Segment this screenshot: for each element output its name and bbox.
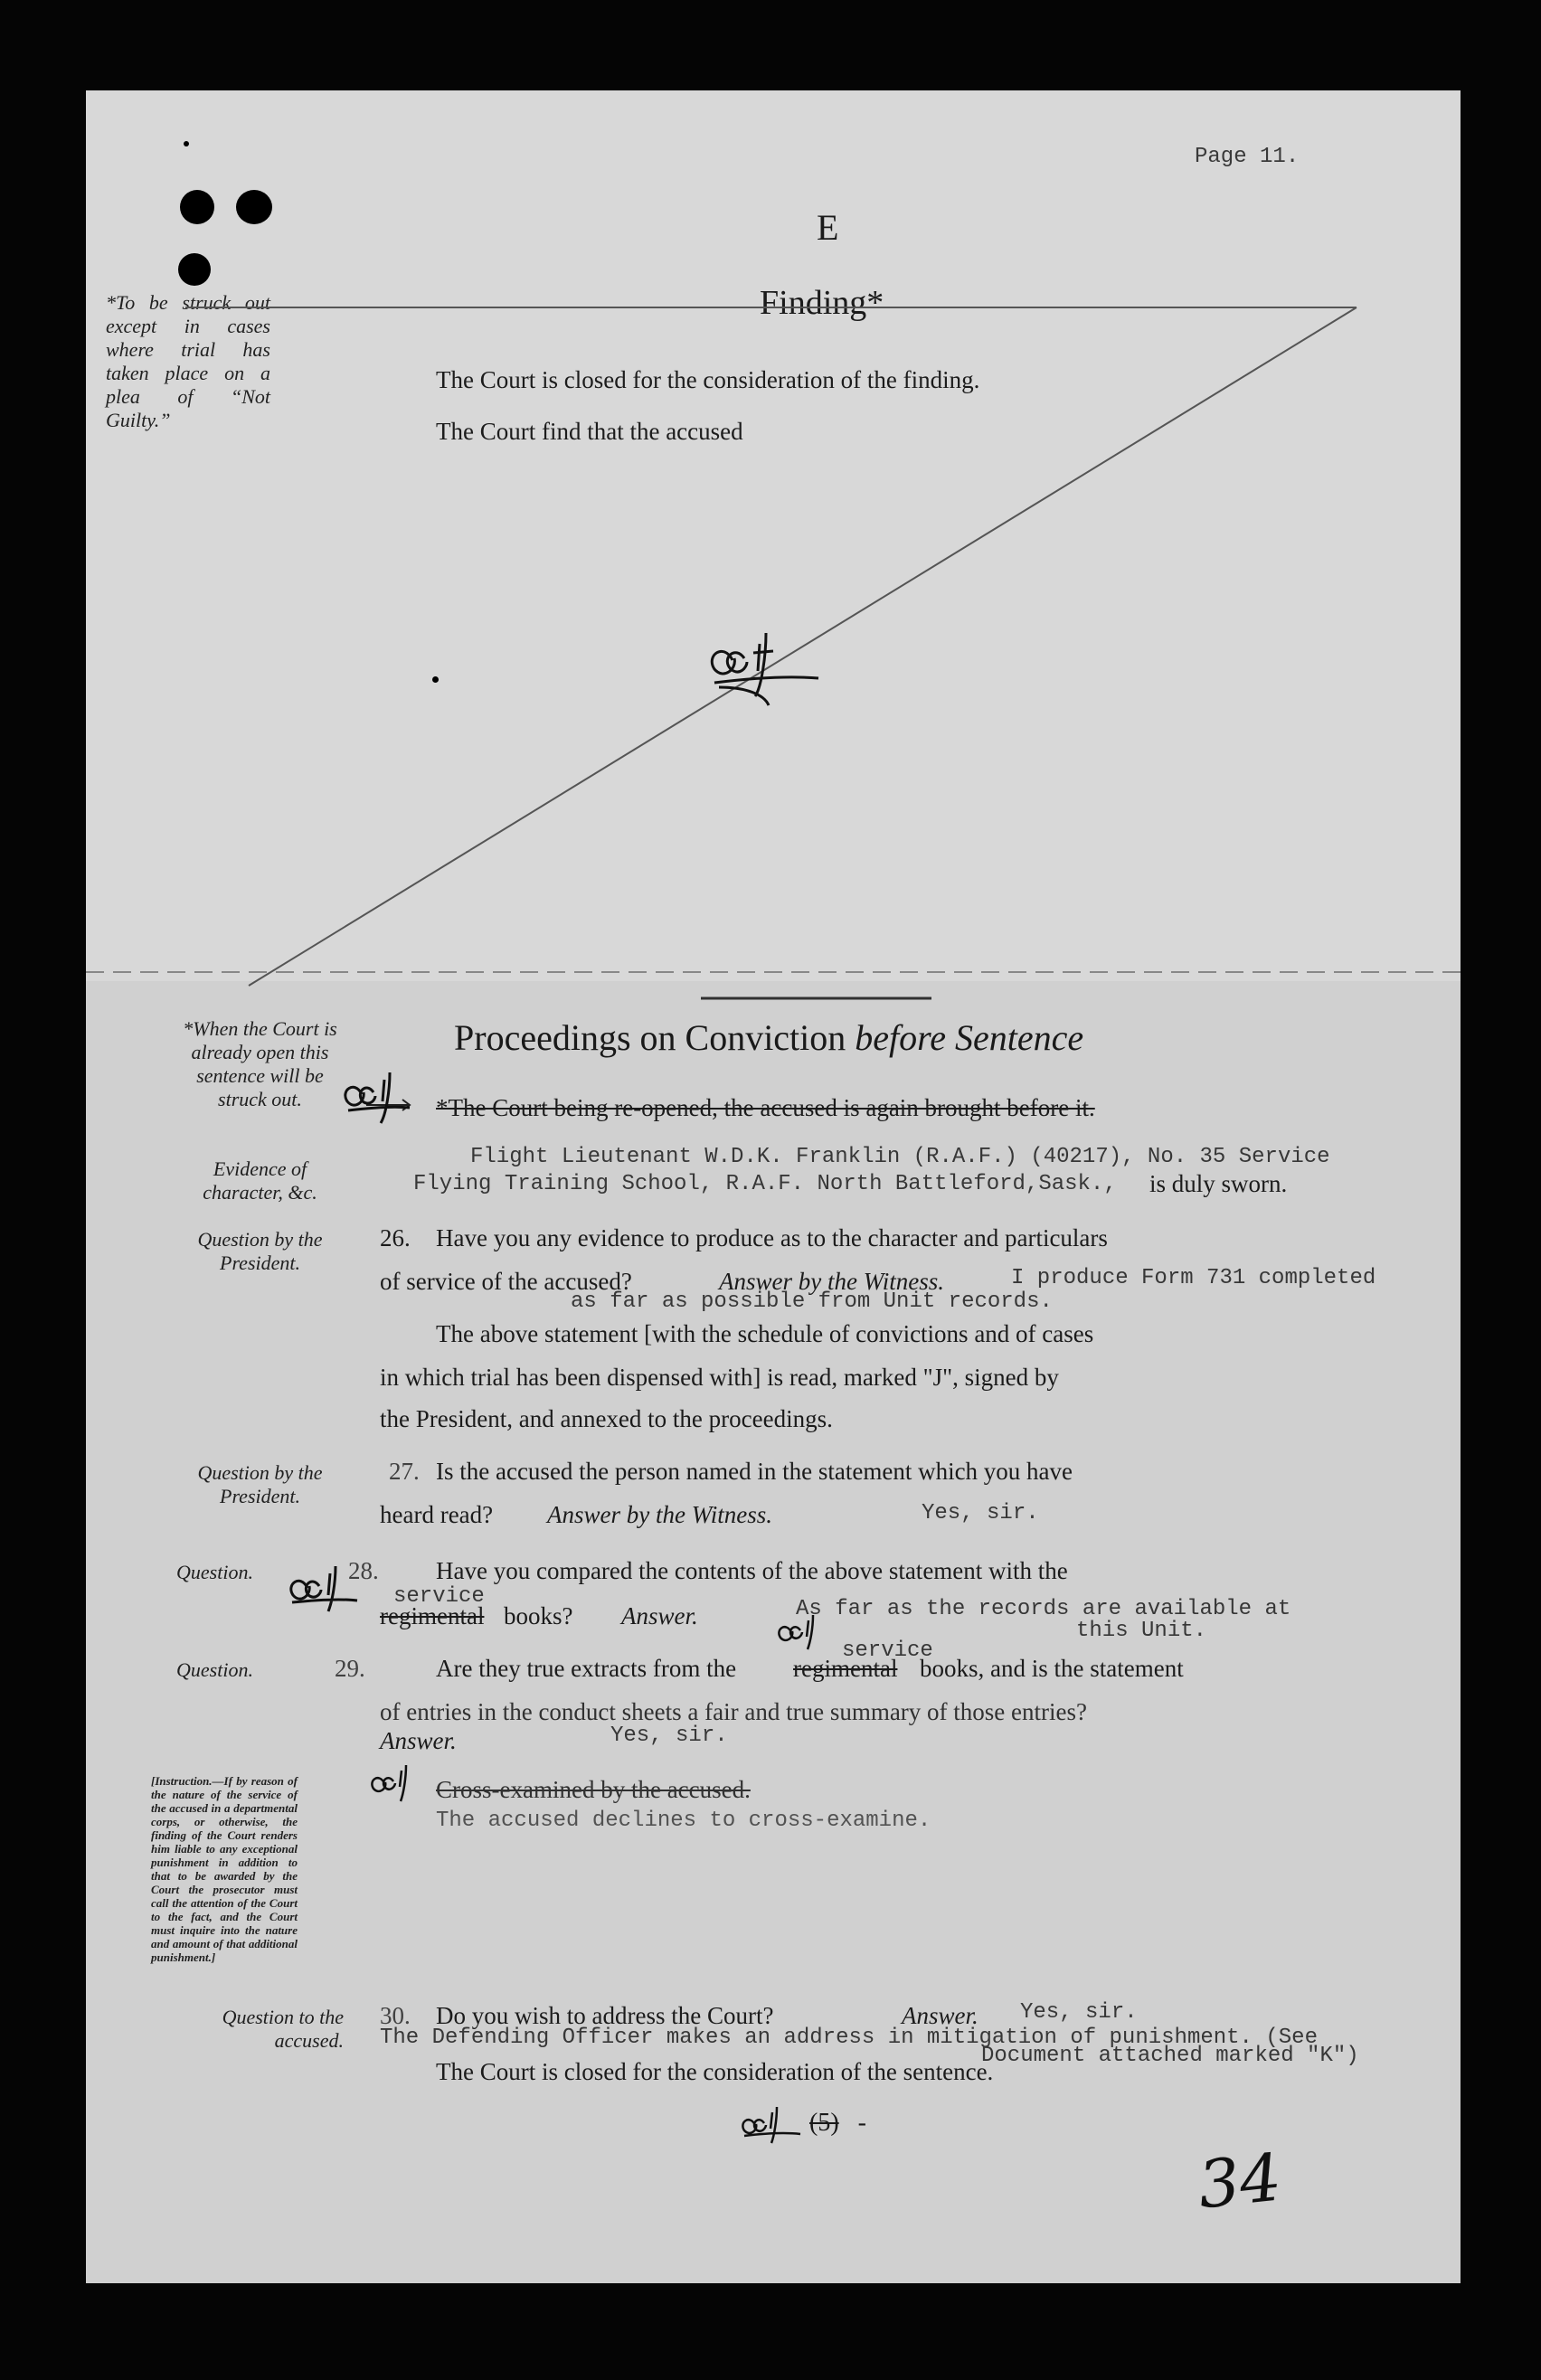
q27-text-a: Is the accused the person named in the statement which you have [436, 1458, 1073, 1485]
footer-dash: - [845, 2109, 866, 2137]
page-label: Page 11. [1195, 145, 1300, 169]
q28-answer-1: As far as the records are available at [796, 1597, 1291, 1621]
q29-inserted-word: service [842, 1639, 933, 1663]
q30-margin: Question to the accused. [222, 2006, 344, 2052]
instruction-note: [Instruction.—If by reason of the nature of the service of the accused in a departmental corps, or otherwise, the finding of the Court renders him liable to any exceptional punishment in addition to that to be awarded by the Court the prosecutor must call the attention of the Court to the fact, and the Court must inquire into the nature and amount of that additional punishment.] [151, 1774, 298, 1964]
q26-answer-2: as far as possible from Unit records. [571, 1289, 1053, 1314]
handwritten-page-number: 34 [1194, 2139, 1285, 2224]
q30-answer-1: Yes, sir. [1020, 2000, 1138, 2025]
finding-line-1: The Court is closed for the consideration of the finding. [436, 366, 980, 393]
q30-number: 30. [380, 2002, 411, 2029]
q29-margin: Question. [176, 1658, 253, 1681]
initials-q28 [291, 1566, 357, 1611]
q28-struck-word: regimental [380, 1602, 485, 1629]
q27-answer-label: Answer by the Witness. [547, 1501, 772, 1528]
q28-text-a: Have you compared the contents of the above statement with the [436, 1557, 1068, 1584]
statement-line-3: the President, and annexed to the proceedings. [380, 1405, 833, 1432]
court-closed-sentence: The Court is closed for the consideration of the sentence. [436, 2058, 994, 2085]
q27-answer-1: Yes, sir. [922, 1501, 1039, 1525]
proceedings-heading-normal: Proceedings on Conviction [454, 1017, 846, 1058]
initials-cross-exam [372, 1765, 406, 1801]
handwriting-overlay [86, 90, 1461, 2283]
initials-q29 [779, 1615, 813, 1649]
q26-margin: Question by the President. [197, 1228, 323, 1274]
q27-text-b: heard read? [380, 1501, 494, 1528]
finding-margin-note: *To be struck out except in cases where trial has taken place on a plea of “Not Guilty.” [106, 291, 270, 431]
initials-footer [742, 2107, 800, 2143]
q26-text-a: Have you any evidence to produce as to the character and particulars [436, 1224, 1108, 1251]
footer-number-text: (5) [809, 2109, 839, 2137]
q28-number: 28. [348, 1557, 379, 1584]
q28-answer-2: this Unit. [1076, 1619, 1207, 1643]
evidence-margin-note: Evidence of character, &c. [203, 1157, 317, 1204]
statement-line-1: The above statement [with the schedule of convictions and of cases [436, 1320, 1094, 1347]
diagonal-strike-line [249, 307, 1357, 986]
q29-answer-label: Answer. [380, 1727, 457, 1754]
cross-exam-typed: The accused declines to cross-examine. [436, 1809, 931, 1833]
reopen-margin-note: *When the Court is already open this sentence will be struck out. [183, 1017, 337, 1110]
witness-sworn: is duly sworn. [1149, 1170, 1288, 1197]
q29-text-a2: books, and is the statement [920, 1655, 1184, 1682]
document-page [86, 90, 1461, 2283]
finding-line-2: The Court find that the accused [436, 418, 743, 445]
q28-margin: Question. [176, 1561, 253, 1583]
initials-reopen [345, 1072, 410, 1123]
witness-line-1: Flight Lieutenant W.D.K. Franklin (R.A.F.) (40217), No. 35 Service [470, 1145, 1330, 1169]
section-letter: E [817, 207, 839, 248]
defending-line-2: Document attached marked "K") [981, 2044, 1359, 2068]
q28-inserted-word: service [393, 1584, 485, 1609]
q27-margin: Question by the President. [197, 1461, 323, 1507]
q29-struck-word: regimental [793, 1655, 898, 1682]
witness-line-2: Flying Training School, R.A.F. North Battleford,Sask., [413, 1172, 1117, 1196]
q28-answer-label: Answer. [621, 1602, 698, 1629]
q29-text-b: of entries in the conduct sheets a fair and true summary of those entries? [380, 1698, 1087, 1725]
statement-line-2: in which trial has been dispensed with] is read, marked "J", signed by [380, 1364, 1059, 1391]
q30-answer-label: Answer. [902, 2002, 978, 2029]
q28-text-b: books? [504, 1602, 573, 1629]
q29-number: 29. [335, 1655, 365, 1682]
proceedings-heading-italic: before Sentence [855, 1017, 1084, 1058]
q29-answer-1: Yes, sir. [610, 1724, 728, 1748]
q26-answer-1: I produce Form 731 completed [1011, 1266, 1376, 1290]
q30-text-a: Do you wish to address the Court? [436, 2002, 774, 2029]
finding-heading: Finding* [760, 284, 884, 322]
cross-exam-struck: Cross-examined by the accused. [436, 1776, 751, 1803]
q26-number: 26. [380, 1224, 411, 1251]
q29-text-a1: Are they true extracts from the [436, 1655, 737, 1682]
q26-answer-label: Answer by the Witness. [719, 1268, 944, 1295]
defending-line-1: The Defending Officer makes an address in mitigation of punishment. (See [380, 2026, 1318, 2050]
q27-number: 27. [389, 1458, 420, 1485]
q26-text-b: of service of the accused? [380, 1268, 632, 1295]
reopen-text: *The Court being re-opened, the accused is again brought before it. [436, 1094, 1095, 1121]
